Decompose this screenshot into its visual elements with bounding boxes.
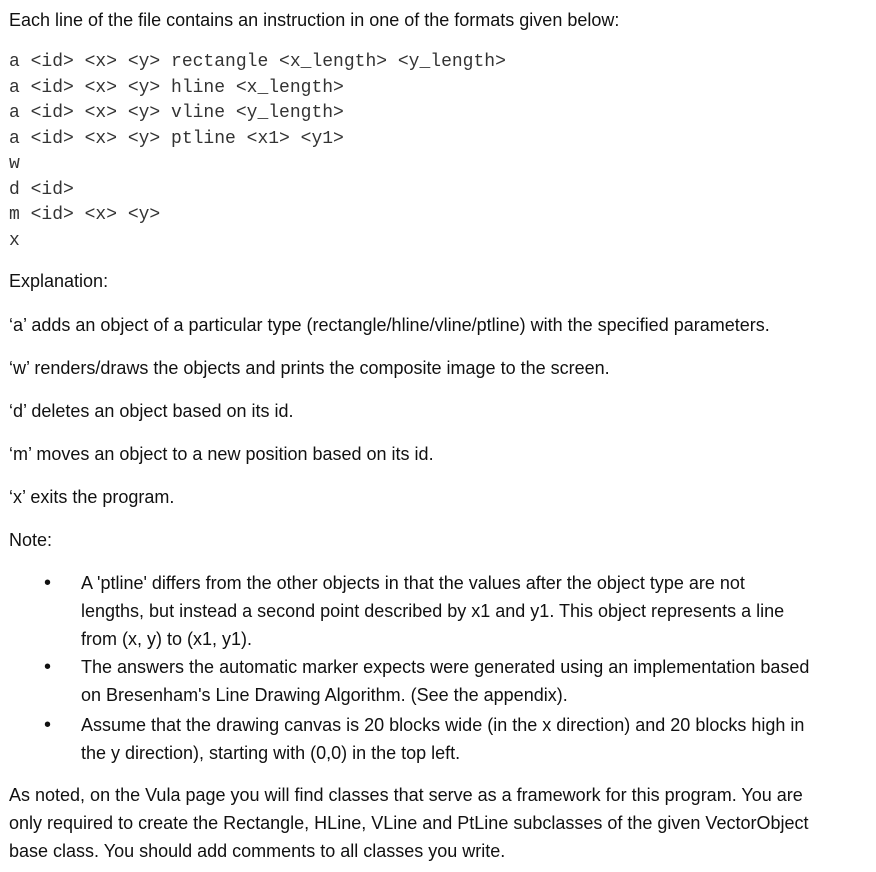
note-line: lengths, but instead a second point described by x1 and y1. This object represents a line [81,601,785,621]
closing-paragraph [9,781,809,865]
note-bresenham [81,653,871,709]
intro-paragraph: Each line of the file contains an instruction in one of the formats given below: [9,10,620,30]
explanation-write: ‘w’ renders/draws the objects and prints the composite image to the screen. [9,358,610,378]
note-line: Assume that the drawing canvas is 20 blocks wide (in the x direction) and 20 blocks high in [81,715,805,735]
format-add-rectangle: a <id> <x> <y> rectangle <x_length> <y_length> [9,52,506,72]
note-line: the y direction), starting with (0,0) in the top left. [81,743,461,763]
note-line: The answers the automatic marker expects were generated using an implementation based [81,657,810,677]
format-delete: d <id> [9,179,74,200]
closing-line: As noted, on the Vula page you will find classes that serve as a framework for this program. You are [9,785,803,805]
closing-line: base class. You should add comments to all classes you write. [9,841,506,861]
format-add-ptline: a <id> <x> <y> ptline <x1> <y1> [9,128,344,149]
note-line: on Bresenham's Line Drawing Algorithm. (See the appendix). [81,685,568,705]
note-ptline [81,569,871,653]
closing-line: only required to create the Rectangle, HLine, VLine and PtLine subclasses of the given VectorObject [9,813,809,833]
note-line: A 'ptline' differs from the other objects in that the values after the object type are not [81,573,745,593]
explanation-heading: Explanation: [9,271,109,291]
format-add-hline: a <id> <x> <y> hline <x_length> [9,77,344,98]
format-write: w [9,154,20,174]
format-add-vline: a <id> <x> <y> vline <y_length> [9,103,344,123]
note-canvas [81,711,871,767]
explanation-delete: ‘d’ deletes an object based on its id. [9,401,294,421]
explanation-move: ‘m’ moves an object to a new position based on its id. [9,444,434,464]
note-line: from (x, y) to (x1, y1). [81,629,253,649]
note-heading: Note: [9,530,53,550]
format-exit: x [9,230,20,251]
bullet-icon: • [44,572,52,594]
explanation-add: ‘a’ adds an object of a particular type (rectangle/hline/vline/ptline) with the specified parameters. [9,315,770,335]
bullet-icon: • [44,656,52,678]
explanation-exit: ‘x’ exits the program. [9,487,175,507]
format-move: m <id> <x> <y> [9,205,161,225]
instruction-formats-block [9,50,506,254]
bullet-icon: • [44,714,52,736]
